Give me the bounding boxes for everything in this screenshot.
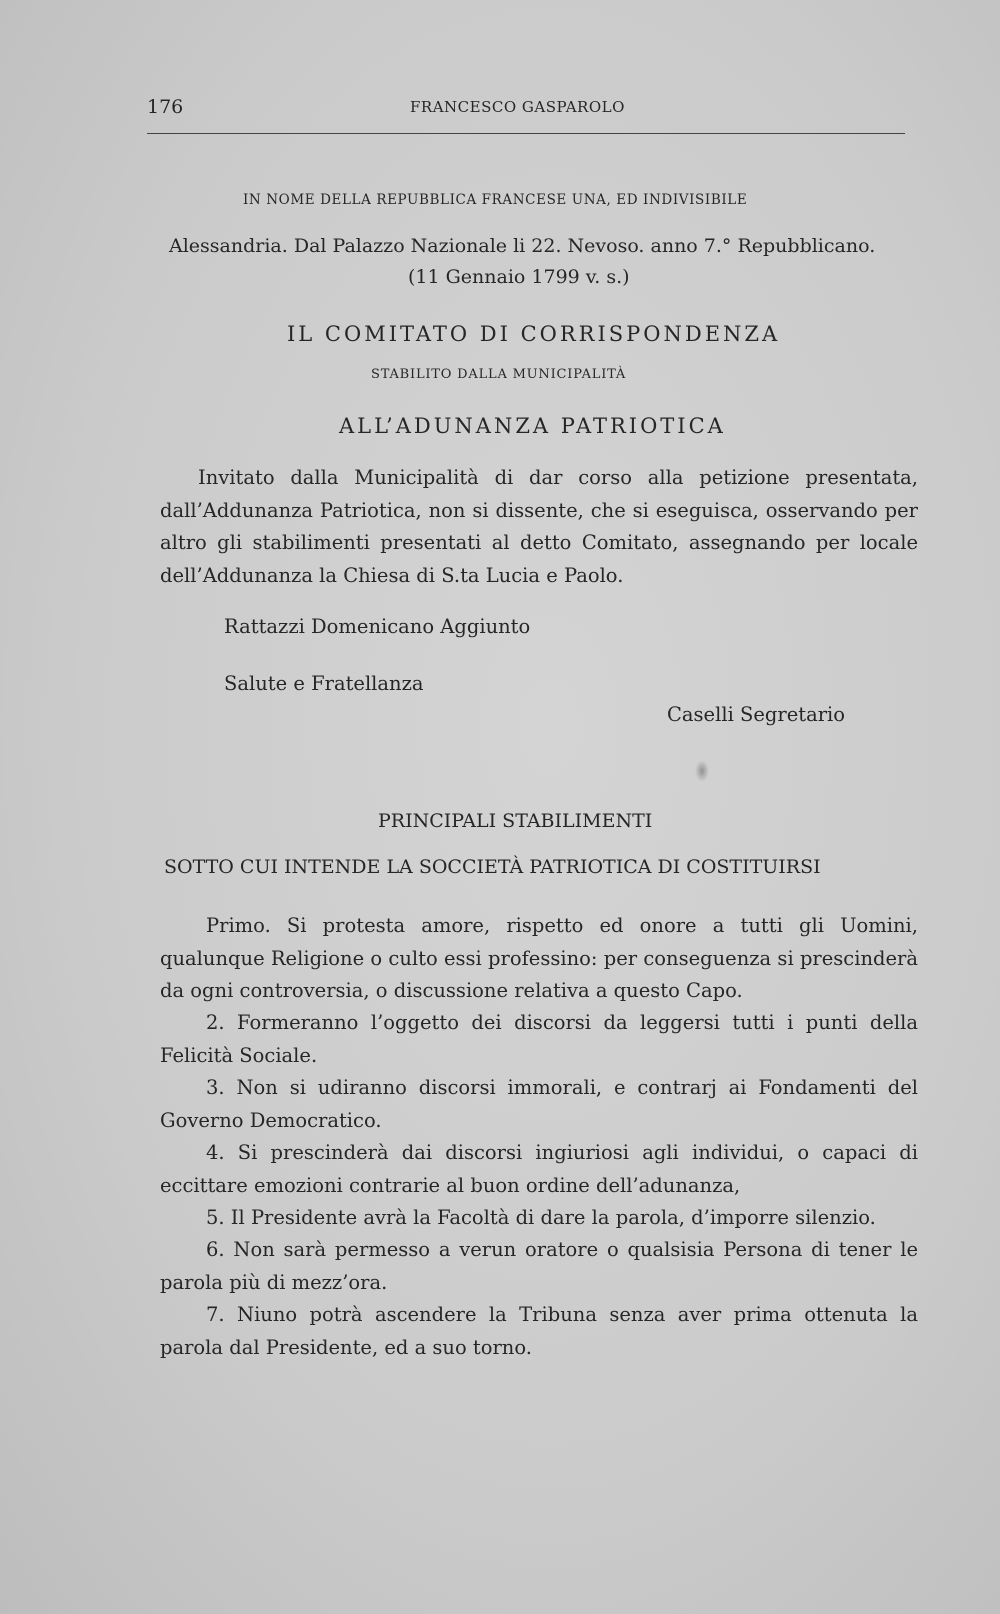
- running-title: FRANCESCO GASPAROLO: [410, 98, 625, 116]
- signature-caselli: Caselli Segretario: [667, 703, 846, 726]
- section-title: PRINCIPALI STABILIMENTI: [378, 810, 653, 832]
- ink-stain: [695, 760, 709, 782]
- list-item: 6. Non sarà permesso a verun oratore o qualsisia Persona di tener le parola più di mezz’ora.: [160, 1238, 918, 1294]
- list-item: 7. Niuno potrà ascendere la Tribuna senza aver prima ottenuta la parola dal Presidente, ed a suo torno.: [160, 1303, 918, 1359]
- republic-heading: IN NOME DELLA REPUBBLICA FRANCESE UNA, ED INDIVISIBILE: [243, 192, 748, 208]
- list-item: 4. Si prescinderà dai discorsi ingiuriosi agli individui, o capaci di eccittare emozioni contrarie al buon ordine dell’adunanza,: [160, 1141, 918, 1197]
- section-subtitle: SOTTO CUI INTENDE LA SOCCIETÀ PATRIOTICA DI COSTITUIRSI: [164, 856, 821, 878]
- committee-title: IL COMITATO DI CORRISPONDENZA: [287, 322, 781, 346]
- header-rule: [147, 133, 905, 134]
- list-item: 2. Formeranno l’oggetto dei discorsi da leggersi tutti i punti della Felicità Sociale.: [160, 1011, 918, 1067]
- greeting-line: Salute e Fratellanza: [224, 672, 424, 695]
- committee-subtitle: STABILITO DALLA MUNICIPALITÀ: [371, 367, 627, 382]
- list-item: 5. Il Presidente avrà la Facoltà di dare la parola, d’imporre silenzio.: [206, 1206, 876, 1229]
- body-paragraph: Invitato dalla Municipalità di dar corso alla petizione presentata, dall’Addunanza Patriotica, non si dissente, che si eseguisca, osservando per altro gli stabilimenti presentati al detto Comitato, assegnando per locale dell’Addunanza la Chiesa di S.ta Lucia e Paolo.: [160, 466, 918, 587]
- list-item: 3. Non si udiranno discorsi immorali, e contrarj ai Fondamenti del Governo Democratico.: [160, 1076, 918, 1132]
- signature-rattazzi: Rattazzi Domenicano Aggiunto: [224, 615, 531, 638]
- list-item: Primo. Si protesta amore, rispetto ed onore a tutti gli Uomini, qualunque Religione o culto essi professino: per conseguenza si prescinderà da ogni controversia, o discussione relativa a questo Capo.: [160, 914, 918, 1002]
- addressee-heading: ALL’ADUNANZA PATRIOTICA: [339, 414, 726, 438]
- place-date-line: Alessandria. Dal Palazzo Nazionale li 22. Nevoso. anno 7.° Repubblicano.: [169, 235, 876, 257]
- old-style-date: (11 Gennaio 1799 v. s.): [408, 266, 630, 288]
- page-number: 176: [147, 96, 184, 118]
